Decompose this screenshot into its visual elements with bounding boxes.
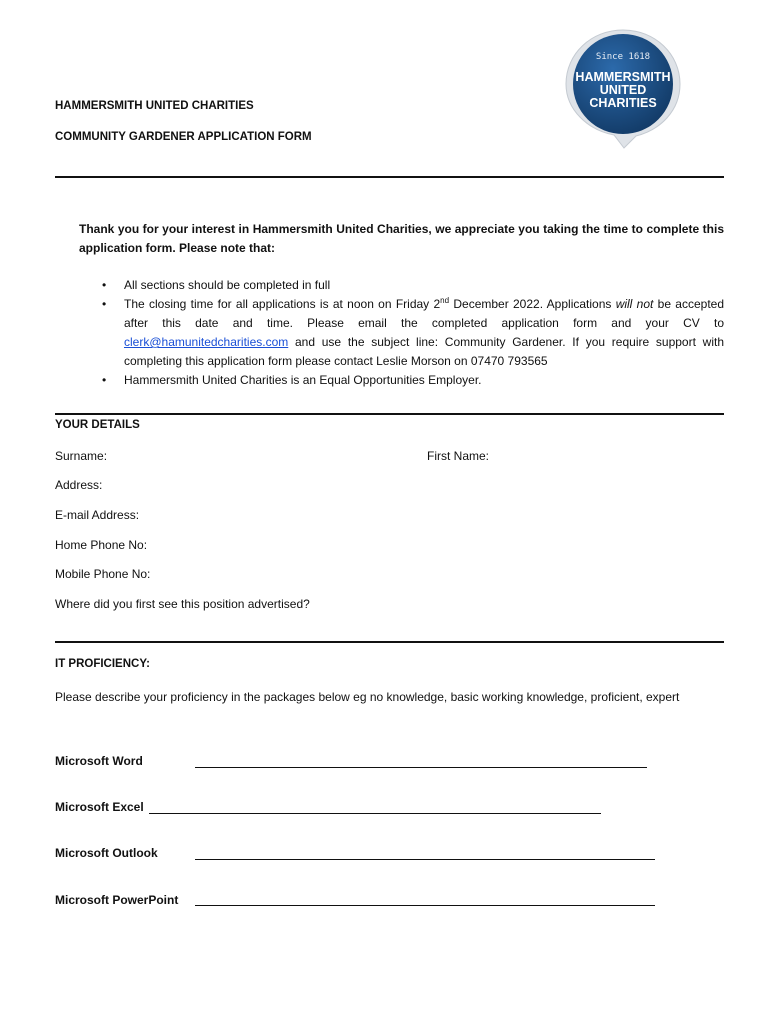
intro-paragraph: Thank you for your interest in Hammersmith United Charities, we appreciate you taking the time to complete this application form. Please note that: <box>79 222 724 255</box>
svg-text:CHARITIES: CHARITIES <box>589 96 657 110</box>
details-divider <box>55 413 724 415</box>
mobile-phone-label: Mobile Phone No: <box>55 567 151 581</box>
organisation-name: HAMMERSMITH UNITED CHARITIES <box>55 100 254 112</box>
logo-since-text: Since 1618 <box>595 52 651 62</box>
first-name-label: First Name: <box>427 449 490 463</box>
notes-list <box>102 276 724 390</box>
your-details-heading: YOUR DETAILS <box>55 419 140 431</box>
microsoft-excel-label: Microsoft Excel <box>55 800 144 814</box>
header-divider <box>55 176 724 178</box>
surname-label: Surname: <box>55 449 108 463</box>
clerk-email-link[interactable]: clerk@hamunitedcharities.com <box>124 335 289 349</box>
microsoft-word-line[interactable] <box>195 767 647 768</box>
microsoft-excel-line[interactable] <box>149 813 601 814</box>
microsoft-outlook-line[interactable] <box>195 859 655 860</box>
it-description: Please describe your proficiency in the packages below eg no knowledge, basic working knowledge, proficient, expert <box>55 690 680 704</box>
list-item: • Hammersmith United Charities is an Equal Opportunities Employer. <box>102 373 482 387</box>
microsoft-outlook-label: Microsoft Outlook <box>55 846 158 860</box>
form-title: COMMUNITY GARDENER APPLICATION FORM <box>55 131 312 143</box>
it-proficiency-heading: IT PROFICIENCY: <box>55 658 150 670</box>
microsoft-word-label: Microsoft Word <box>55 754 143 768</box>
it-divider <box>55 641 724 643</box>
list-item: • All sections should be completed in full <box>102 278 331 292</box>
email-label: E-mail Address: <box>55 508 140 522</box>
microsoft-powerpoint-line[interactable] <box>195 905 655 906</box>
svg-text:UNITED: UNITED <box>599 83 647 97</box>
list-item: • The closing time for all applications is at noon on Friday 2nd December 2022. Applications will not be accepted after this date and time. Please email the completed application form and your CV to clerk@hamunitedcharities.com and use the subject line: Community Gardener. If you require support with completing this application form please contact Leslie Morson on 07470 793565 <box>102 296 724 368</box>
svg-text:HAMMERSMITH: HAMMERSMITH <box>575 70 671 84</box>
hammersmith-united-charities-logo <box>560 26 686 150</box>
microsoft-powerpoint-label: Microsoft PowerPoint <box>55 893 179 907</box>
advertised-label: Where did you first see this position advertised? <box>55 597 310 611</box>
home-phone-label: Home Phone No: <box>55 538 148 552</box>
address-label: Address: <box>55 478 103 492</box>
